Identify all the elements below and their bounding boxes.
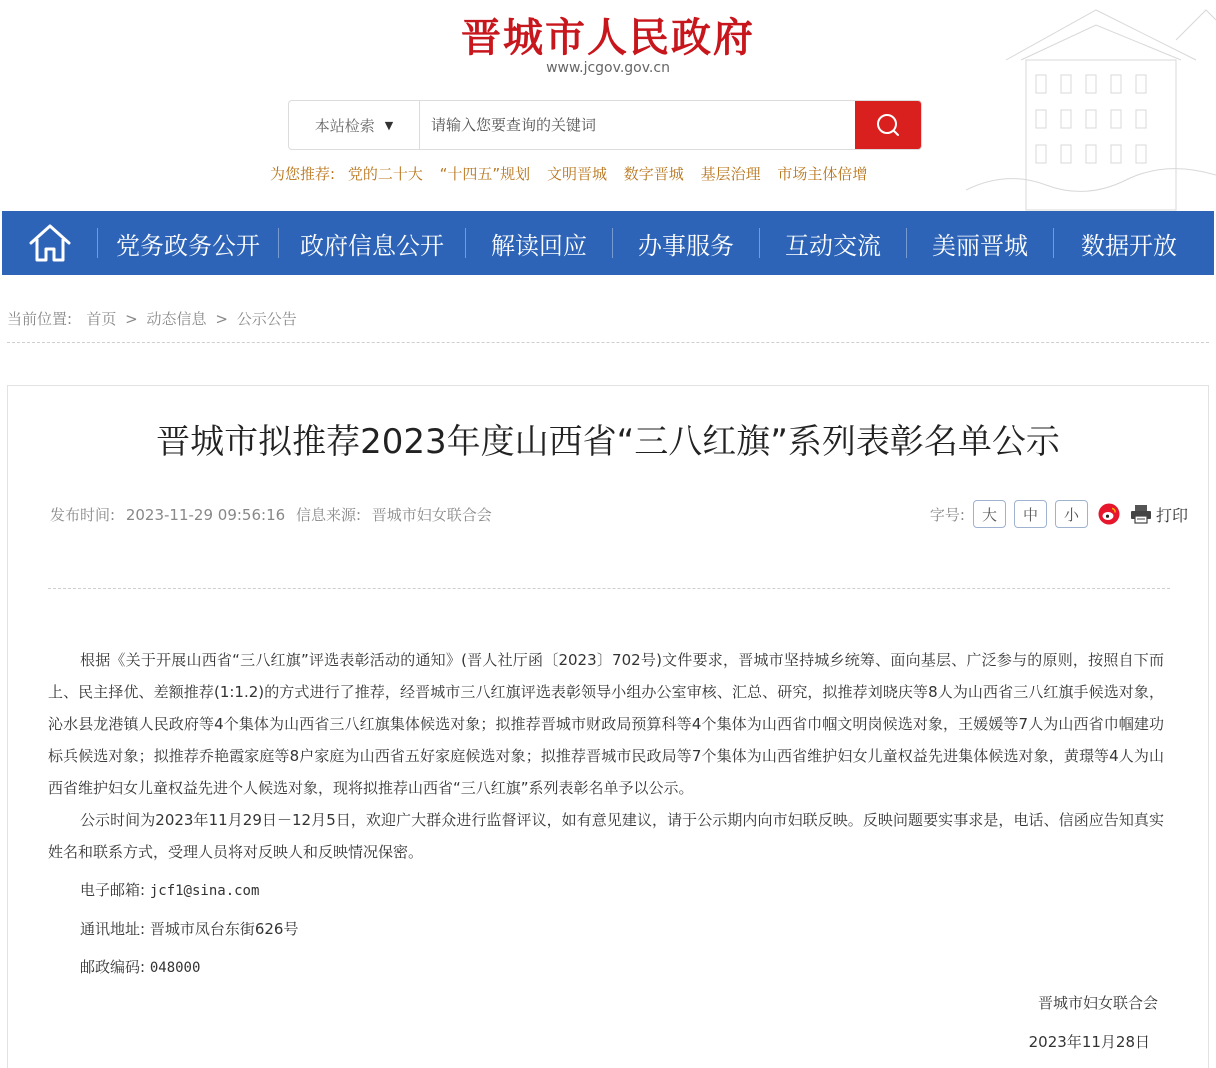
search-scope-label: 本站检索 xyxy=(314,116,375,135)
recommend-link[interactable]: 党的二十大 xyxy=(347,165,423,183)
nav-home-button[interactable] xyxy=(2,211,97,275)
caret-down-icon: ▼ xyxy=(384,118,394,132)
recommend-bar xyxy=(270,163,879,184)
article-container xyxy=(7,385,1209,1068)
breadcrumb-news[interactable]: 动态信息 xyxy=(146,310,207,328)
recommend-link[interactable]: “十四五”规划 xyxy=(439,165,531,183)
breadcrumb-notices[interactable]: 公示公告 xyxy=(236,310,297,328)
source-value: 晋城市妇女联合会 xyxy=(371,506,492,524)
main-nav xyxy=(2,211,1214,275)
contact-postcode-label: 邮政编码: xyxy=(80,958,146,976)
breadcrumb-label: 当前位置: xyxy=(7,310,73,328)
source-label: 信息来源: xyxy=(295,506,361,524)
breadcrumb-separator: > xyxy=(125,310,138,328)
article-divider xyxy=(48,588,1170,589)
search-input[interactable] xyxy=(421,101,857,149)
nav-item-interaction[interactable]: 互动交流 xyxy=(785,231,881,260)
breadcrumb xyxy=(7,308,297,329)
article-meta xyxy=(50,504,498,525)
nav-item-interpretation[interactable]: 解读回应 xyxy=(491,231,587,260)
article-title: 晋城市拟推荐2023年度山西省“三八红旗”系列表彰名单公示 xyxy=(156,422,1060,462)
article-paragraph: 根据《关于开展山西省“三八红旗”评选表彰活动的通知》(晋人社厅函〔2023〕702号)文件要求，晋城市坚持城乡统筹、面向基层、广泛参与的原则，按照自下而上、民主择优、差额推荐(1:1.2)的方式进行了推荐，经晋城市三八红旗评选表彰领导小组办公室审核、汇总、研究，拟推荐刘晓庆等8人为山西省三八红旗手候选对象，沁水县龙港镇人民政府等4个集体为山西省三八红旗集体候选对象；拟推荐晋城市财政局预算科等4个集体为山西省巾帼文明岗候选对象，王媛媛等7人为山西省巾帼建功标兵候选对象；拟推荐乔艳霞家庭等8户家庭为山西省五好家庭候选对象；拟推荐晋城市民政局等7个集体为山西省维护妇女儿童权益先进集体候选对象，黄璟等4人为山西省维护妇女儿童权益先进个人候选对象，现将拟推荐山西省“三八红旗”系列表彰名单予以公示。 xyxy=(48,651,1164,797)
breadcrumb-separator: > xyxy=(215,310,228,328)
contact-postcode-value: 048000 xyxy=(149,960,201,976)
nav-item-gov-info[interactable]: 政府信息公开 xyxy=(300,231,444,260)
contact-email-label: 电子邮箱: xyxy=(80,881,146,899)
search-icon xyxy=(875,112,901,138)
contact-address-label: 通讯地址: xyxy=(80,920,146,938)
breadcrumb-home[interactable]: 首页 xyxy=(86,310,117,328)
breadcrumb-divider xyxy=(7,342,1209,343)
site-title[interactable]: 晋城市人民政府 xyxy=(461,14,755,61)
nav-item-party-affairs[interactable]: 党务政务公开 xyxy=(116,231,260,260)
search-button[interactable] xyxy=(855,101,921,149)
article-body xyxy=(48,644,1164,984)
site-url: www.jcgov.gov.cn xyxy=(546,60,670,76)
weibo-share-icon[interactable] xyxy=(1098,503,1120,525)
recommend-link[interactable]: 市场主体倍增 xyxy=(777,165,868,183)
signature-date: 2023年11月28日 xyxy=(1028,1033,1150,1051)
article-tools xyxy=(930,500,1188,528)
contact-postcode xyxy=(48,951,1164,984)
site-header xyxy=(0,0,1216,211)
contact-email xyxy=(48,874,1164,907)
signature-organization: 晋城市妇女联合会 xyxy=(1037,994,1158,1012)
contact-email-value: jcf1@sina.com xyxy=(149,883,260,899)
publish-time-label: 发布时间: xyxy=(50,506,116,524)
print-label: 打印 xyxy=(1155,505,1188,525)
printer-icon xyxy=(1130,504,1152,524)
recommend-label: 为您推荐: xyxy=(270,165,336,183)
contact-address xyxy=(48,913,1164,945)
search-scope-dropdown[interactable] xyxy=(289,101,420,149)
search-box xyxy=(288,100,922,150)
publish-time: 2023-11-29 09:56:16 xyxy=(125,506,286,524)
recommend-link[interactable]: 文明晋城 xyxy=(546,165,607,183)
recommend-link[interactable]: 基层治理 xyxy=(700,165,761,183)
font-size-label: 字号: xyxy=(929,505,965,524)
contact-address-value: 晋城市凤台东街626号 xyxy=(149,920,299,938)
nav-item-beautiful-jincheng[interactable]: 美丽晋城 xyxy=(932,231,1028,260)
font-size-medium-button[interactable]: 中 xyxy=(1014,500,1047,528)
nav-item-open-data[interactable]: 数据开放 xyxy=(1081,231,1177,260)
print-button[interactable] xyxy=(1130,503,1188,526)
font-size-large-button[interactable]: 大 xyxy=(973,500,1006,528)
home-icon xyxy=(28,223,72,263)
font-size-small-button[interactable]: 小 xyxy=(1055,500,1088,528)
nav-item-services[interactable]: 办事服务 xyxy=(638,231,734,260)
article-paragraph: 公示时间为2023年11月29日－12月5日，欢迎广大群众进行监督评议，如有意见建议，请于公示期内向市妇联反映。反映问题要实事求是，电话、信函应告知真实姓名和联系方式，受理人员将对反映人和反映情况保密。 xyxy=(48,811,1164,861)
recommend-link[interactable]: 数字晋城 xyxy=(623,165,684,183)
